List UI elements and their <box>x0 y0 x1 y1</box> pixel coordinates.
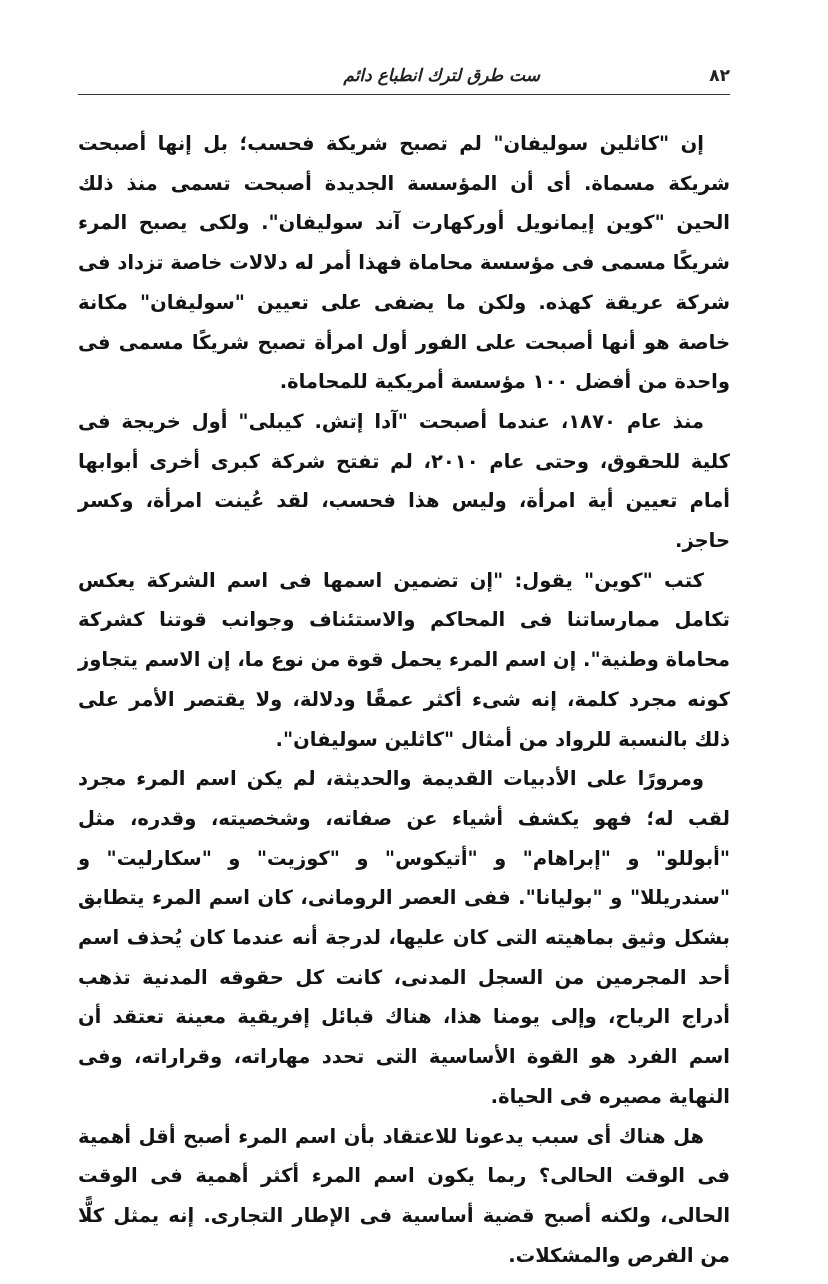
running-header <box>78 58 730 95</box>
page-number: ٨٢ <box>709 66 730 86</box>
paragraph: ومرورًا على الأدبيات القديمة والحديثة، لم يكن اسم المرء مجرد لقب له؛ فهو يكشف أشياء عن صفاته، وشخصيته، وقدره، مثل "أبوللو" و "إبراهام" و "أتيكوس" و "كوزيت" و "سكارليت" و "سندريللا" و "بوليانا". ففى العصر الرومانى، كان اسم المرء يتطابق بشكل وثيق بماهيته التى كان عليها، لدرجة أنه عندما كان يُحذف اسم أحد المجرمين من السجل المدنى، كانت كل حقوقه المدنية تذهب أدراج الرياح، وإلى يومنا هذا، هناك قبائل إفريقية معينة تعتقد أن اسم الفرد هو القوة الأساسية التى تحدد مهاراته، وقراراته، وفى النهاية مصيره فى الحياة. <box>78 767 730 1108</box>
paragraph: إن "كاثلين سوليفان" لم تصبح شريكة فحسب؛ بل إنها أصبحت شريكة مسماة. أى أن المؤسسة الجديدة أصبحت تسمى منذ ذلك الحين "كوين إيمانويل أوركهارت آند سوليفان". ولكى يصبح المرء شريكًا مسمى فى مؤسسة محاماة فهذا أمر له دلالات خاصة تزداد فى شركة عريقة كهذه. ولكن ما يضفى على تعيين "سوليفان" مكانة خاصة هو أنها أصبحت على الفور أول امرأة تصبح شريكًا مسمى فى واحدة من أفضل ١٠٠ مؤسسة أمريكية للمحاماة. <box>78 132 730 394</box>
paragraph: منذ عام ١٨٧٠، عندما أصبحت "آدا إتش. كيبلى" أول خريجة فى كلية للحقوق، وحتى عام ٢٠١٠، لم تفتح شركة كبرى أخرى أبوابها أمام تعيين أية امرأة، وليس هذا فحسب، لقد عُينت امرأة، وكسر حاجز. <box>78 409 731 553</box>
body-text <box>78 124 730 1275</box>
paragraph: كتب "كوين" يقول: "إن تضمين اسمها فى اسم الشركة يعكس تكامل ممارساتنا فى المحاكم والاستئناف وجوانب قوتنا كشركة محاماة وطنية". إن اسم المرء يحمل قوة من نوع ما، إن الاسم يتجاوز كونه مجرد كلمة، إنه شىء أكثر عمقًا ودلالة، ولا يقتصر الأمر على ذلك بالنسبة للرواد من أمثال "كاثلين سوليفان". <box>78 568 730 751</box>
paragraph: هل هناك أى سبب يدعونا للاعتقاد بأن اسم المرء أصبح أقل أهمية فى الوقت الحالى؟ ربما يكون اسم المرء أكثر أهمية فى الوقت الحالى، ولكنه أصبح قضية أساسية فى الإطار التجارى. إنه يمثل كلًّا من الفرص والمشكلات. <box>78 1124 730 1267</box>
running-header-title: ست طرق لترك انطباع دائم <box>343 66 540 86</box>
